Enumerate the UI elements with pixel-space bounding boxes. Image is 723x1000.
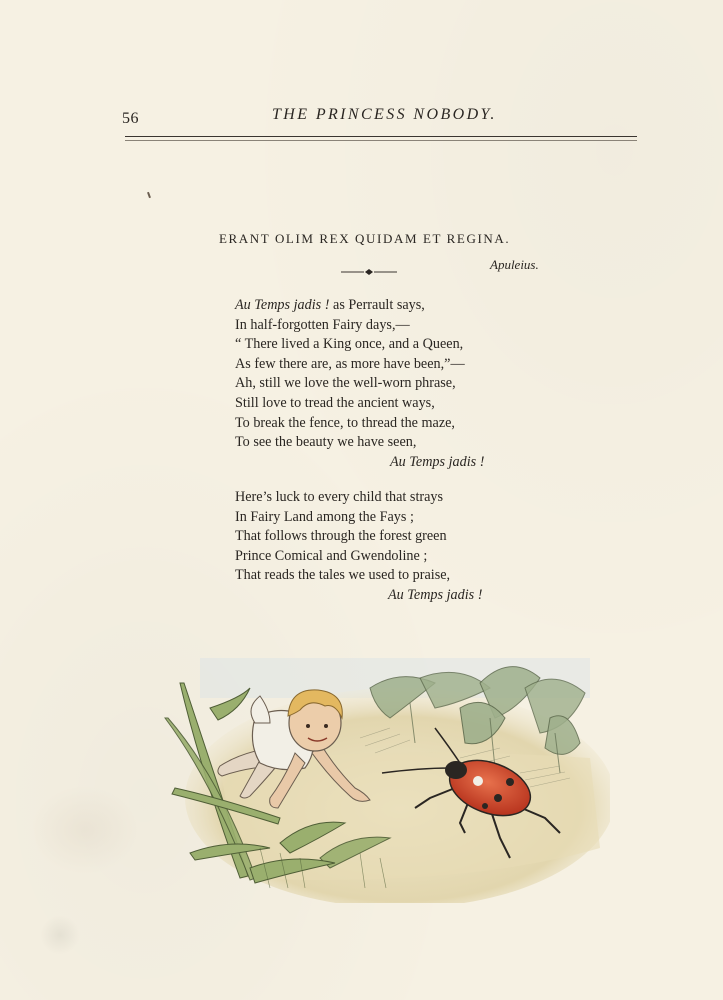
poem-line: That reads the tales we used to praise, <box>235 567 451 584</box>
poem-stanza-2 <box>235 488 482 606</box>
poem-line: To break the fence, to thread the maze, <box>235 414 455 431</box>
poem-line-italic: Au Temps jadis ! <box>235 297 330 313</box>
epigraph-attribution: Apuleius. <box>490 257 539 272</box>
poem-line: “ There lived a King once, and a Queen, <box>235 336 464 353</box>
epigraph: ERANT OLIM REX QUIDAM ET REGINA. <box>219 231 511 246</box>
paper-stain <box>40 915 80 955</box>
page-number: 56 <box>122 110 139 127</box>
running-title: THE PRINCESS NOBODY. <box>272 106 497 123</box>
poem-line: Here’s luck to every child that strays <box>235 489 444 505</box>
poem-line-rest: as Perrault says, <box>329 297 425 313</box>
paper-stain <box>30 785 140 875</box>
poem-refrain: Au Temps jadis ! <box>390 453 485 470</box>
poem-line: That follows through the forest green <box>235 528 447 545</box>
header-rule-thin <box>125 140 637 141</box>
poem-line: In Fairy Land among the Fays ; <box>235 508 414 525</box>
poem-line: As few there are, as more have been,”— <box>235 355 465 372</box>
poem-line: Prince Comical and Gwendoline ; <box>235 547 428 564</box>
poem-refrain: Au Temps jadis ! <box>388 586 483 603</box>
poem-line: In half-forgotten Fairy days,— <box>235 316 410 333</box>
fairy-child-and-ladybird-illustration-icon <box>160 648 610 903</box>
poem-line: Ah, still we love the well-worn phrase, <box>235 375 456 392</box>
poem-line: To see the beauty we have seen, <box>235 434 417 451</box>
page-header <box>122 106 638 132</box>
poem-line <box>235 296 484 316</box>
poem-line: Still love to tread the ancient ways, <box>235 394 435 411</box>
poem-stanza-1 <box>235 296 484 472</box>
header-rule <box>125 136 637 137</box>
ornament-divider-icon <box>341 267 397 277</box>
